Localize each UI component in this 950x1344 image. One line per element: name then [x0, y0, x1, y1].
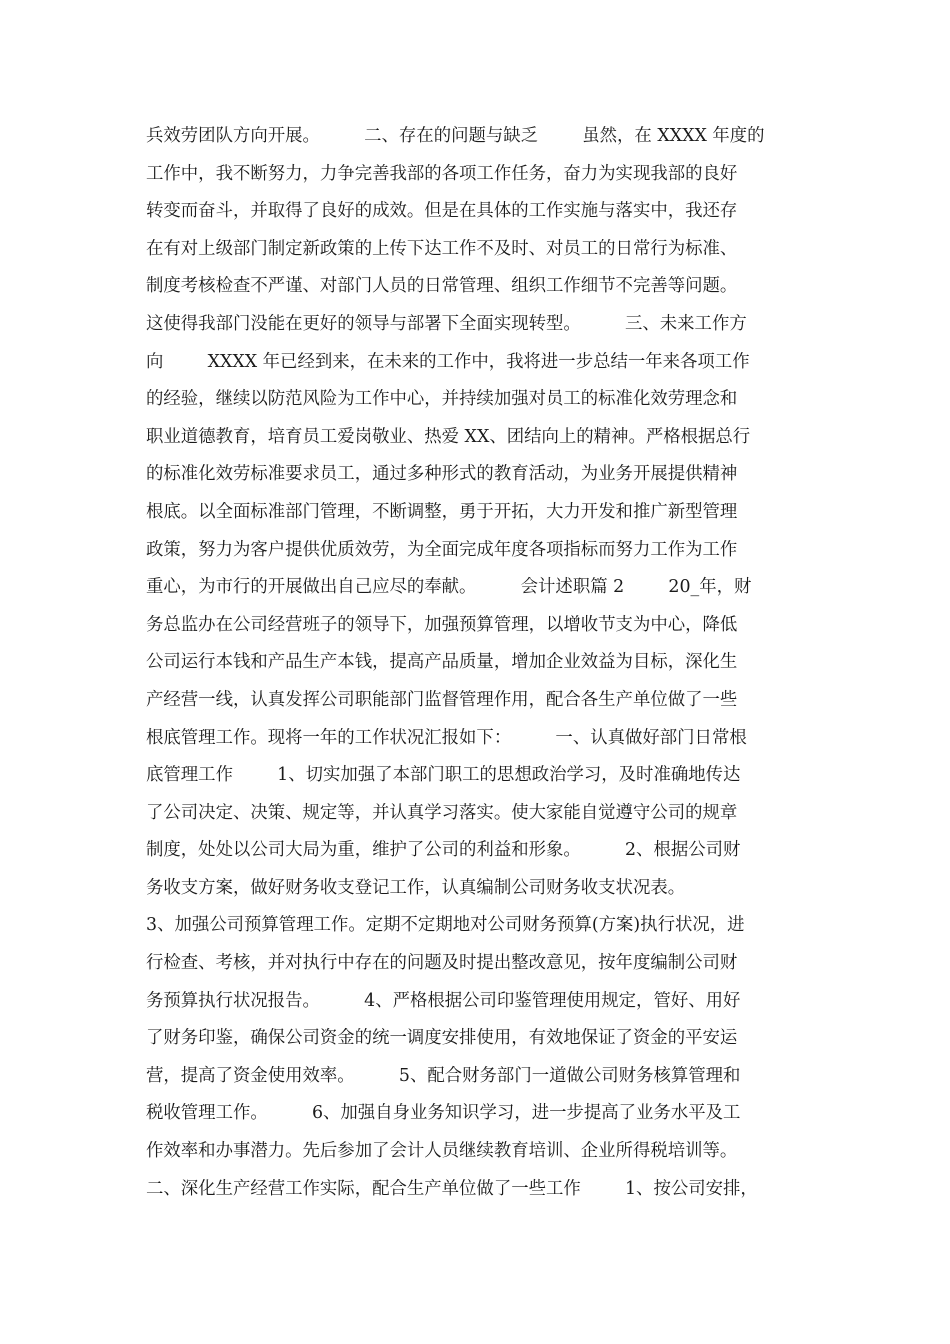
text-line: 行检查、考核，并对执行中存在的问题及时提出整改意见，按年度编制公司财: [146, 953, 738, 974]
text-line: 3、加强公司预算管理工作。定期不定期地对公司财务预算(方案)执行状况，进: [146, 915, 745, 936]
text-line: 作效率和办事潜力。先后参加了会计人员继续教育培训、企业所得税培训等。: [146, 1141, 738, 1162]
document-body: [146, 118, 810, 1208]
text-line: 了财务印鉴，确保公司资金的统一调度安排使用，有效地保证了资金的平安运: [146, 1028, 738, 1049]
text-line: 税收管理工作。 6、加强自身业务知识学习，进一步提高了业务水平及工: [146, 1103, 741, 1124]
text-line: 的标准化效劳标准要求员工，通过多种形式的教育活动，为业务开展提供精神: [146, 464, 738, 485]
text-line: 向 XXXX 年已经到来，在未来的工作中，我将进一步总结一年来各项工作: [146, 351, 750, 372]
text-line: 二、深化生产经营工作实际，配合生产单位做了一些工作 1、按公司安排，: [146, 1178, 758, 1199]
text-line: 兵效劳团队方向开展。 二、存在的问题与缺乏 虽然，在 XXXX 年度的: [146, 126, 765, 146]
text-line: 根底管理工作。现将一年的工作状况汇报如下： 一、认真做好部门日常根: [146, 727, 747, 748]
text-line: 务预算执行状况报告。 4、严格根据公司印鉴管理使用规定，管好、用好: [146, 990, 741, 1011]
text-line: 营，提高了资金使用效率。 5、配合财务部门一道做公司财务核算管理和: [146, 1065, 741, 1086]
text-line: 了公司决定、决策、规定等，并认真学习落实。使大家能自觉遵守公司的规章: [146, 802, 738, 823]
text-line: 这使得我部门没能在更好的领导与部署下全面实现转型。 三、未来工作方: [146, 313, 747, 334]
text-line: 务收支方案，做好财务收支登记工作，认真编制公司财务收支状况表。: [146, 877, 686, 898]
text-line: 公司运行本钱和产品生产本钱，提高产品质量，增加企业效益为目标，深化生: [146, 652, 738, 673]
text-line: 务总监办在公司经营班子的领导下，加强预算管理，以增收节支为中心，降低: [146, 614, 738, 635]
text-line: 重心，为市行的开展做出自己应尽的奉献。 会计述职篇 2 20_年，财: [146, 577, 752, 598]
text-line: 底管理工作 1、切实加强了本部门职工的思想政治学习，及时准确地传达: [146, 765, 741, 786]
text-line: 工作中，我不断努力，力争完善我部的各项工作任务，奋力为实现我部的良好: [146, 163, 738, 184]
text-line: 政策，努力为客户提供优质效劳，为全面完成年度各项指标而努力工作为工作: [146, 539, 738, 560]
text-line: 转变而奋斗，并取得了良好的成效。但是在具体的工作实施与落实中，我还存: [146, 201, 738, 222]
text-line: 的经验，继续以防范风险为工作中心，并持续加强对员工的标准化效劳理念和: [146, 389, 738, 410]
text-line: 制度考核检查不严谨、对部门人员的日常管理、组织工作细节不完善等问题。: [146, 276, 738, 297]
text-line: 制度，处处以公司大局为重，维护了公司的利益和形象。 2、根据公司财: [146, 840, 741, 861]
text-line: 产经营一线，认真发挥公司职能部门监督管理作用，配合各生产单位做了一些: [146, 689, 738, 710]
text-line: 在有对上级部门制定新政策的上传下达工作不及时、对员工的日常行为标准、: [146, 238, 738, 259]
text-line: 职业道德教育，培育员工爱岗敬业、热爱 XX、团结向上的精神。严格根据总行: [146, 426, 751, 447]
text-line: 根底。以全面标准部门管理，不断调整，勇于开拓，大力开发和推广新型管理: [146, 501, 738, 522]
